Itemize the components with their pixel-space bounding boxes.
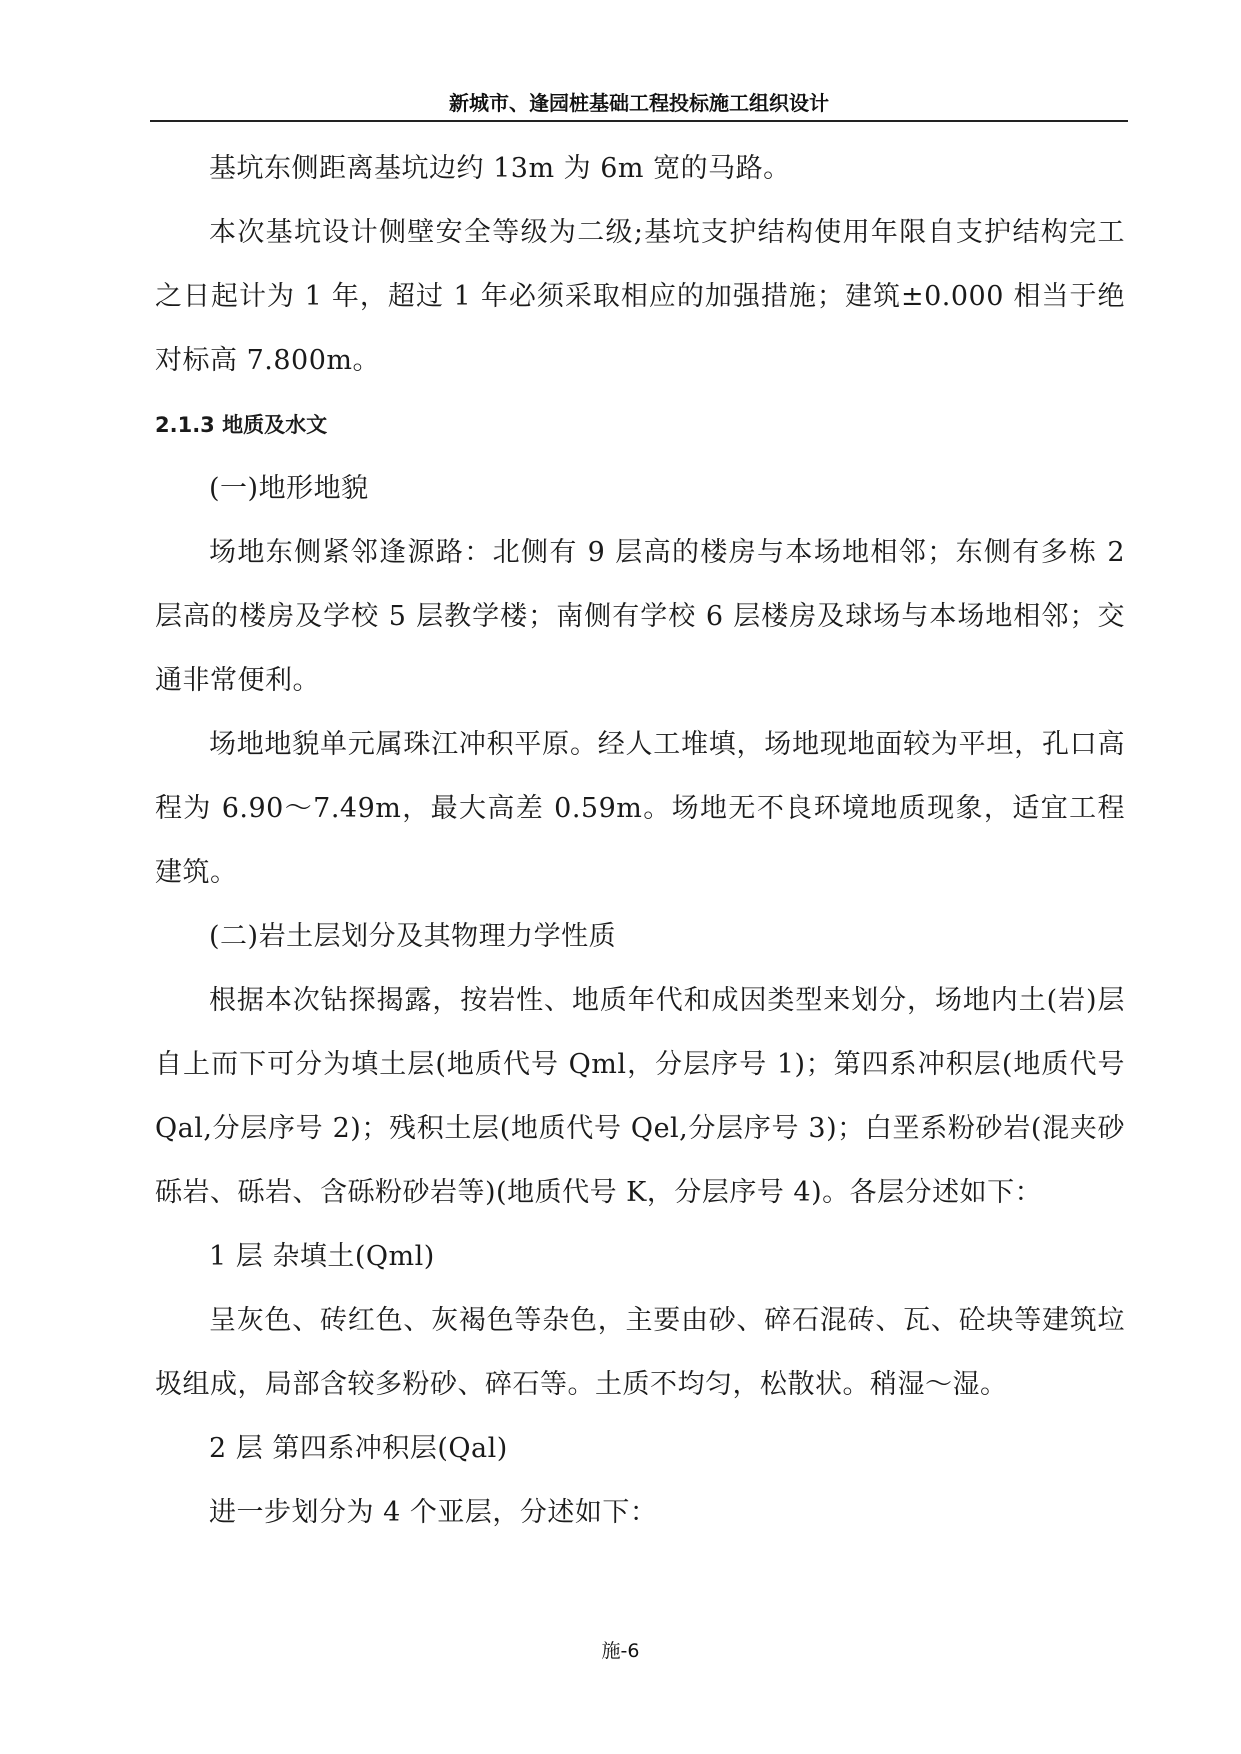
document-body: [155, 137, 1125, 1545]
layer-2-title: 2 层 第四系冲积层(Qal): [209, 1433, 508, 1464]
paragraph-layer-2: 进一步划分为 4 个亚层，分述如下：: [209, 1497, 658, 1528]
paragraph-layer-division: 根据本次钻探揭露，按岩性、地质年代和成因类型来划分，场地内土(岩)层自上而下可分为填土层(地质代号 Qml，分层序号 1)；第四系冲积层(地质代号 Qal,分层序号 2)；残积土层(地质代号 Qel,分层序号 3)；白垩系粉砂岩(混夹砂砾岩、砾岩、含砾粉砂岩等)(地质代号 K，分层序号 4)。各层分述如下：: [155, 985, 1125, 1208]
paragraph-safety-grade: 本次基坑设计侧壁安全等级为二级;基坑支护结构使用年限自支护结构完工之日起计为 1 年，超过 1 年必须采取相应的加强措施；建筑±0.000 相当于绝对标高 7.800m。: [155, 217, 1125, 376]
page-number: 施-6: [601, 1640, 640, 1662]
paragraph-surroundings: 场地东侧紧邻逢源路：北侧有 9 层高的楼房与本场地相邻；东侧有多栋 2 层高的楼房及学校 5 层教学楼；南侧有学校 6 层楼房及球场与本场地相邻；交通非常便利。: [155, 537, 1125, 696]
page-header-title: 新城市、逢园桩基础工程投标施工组织设计: [449, 91, 829, 115]
paragraph-landform: 场地地貌单元属珠江冲积平原。经人工堆填，场地现地面较为平坦，孔口高程为 6.90～7.49m，最大高差 0.59m。场地无不良环境地质现象，适宜工程建筑。: [155, 729, 1125, 888]
paragraph-layer-1: 呈灰色、砖红色、灰褐色等杂色，主要由砂、碎石混砖、瓦、砼块等建筑垃圾组成，局部含较多粉砂、碎石等。土质不均匀，松散状。稍湿～湿。: [155, 1305, 1125, 1400]
subheading-soil-layers: (二)岩土层划分及其物理力学性质: [209, 921, 617, 952]
header-divider: [150, 120, 1128, 122]
paragraph-road: 基坑东侧距离基坑边约 13m 为 6m 宽的马路。: [209, 153, 791, 184]
subheading-terrain: (一)地形地貌: [209, 473, 369, 504]
section-heading-geology: 2.1.3 地质及水文: [155, 413, 328, 437]
layer-1-title: 1 层 杂填土(Qml): [209, 1241, 435, 1272]
